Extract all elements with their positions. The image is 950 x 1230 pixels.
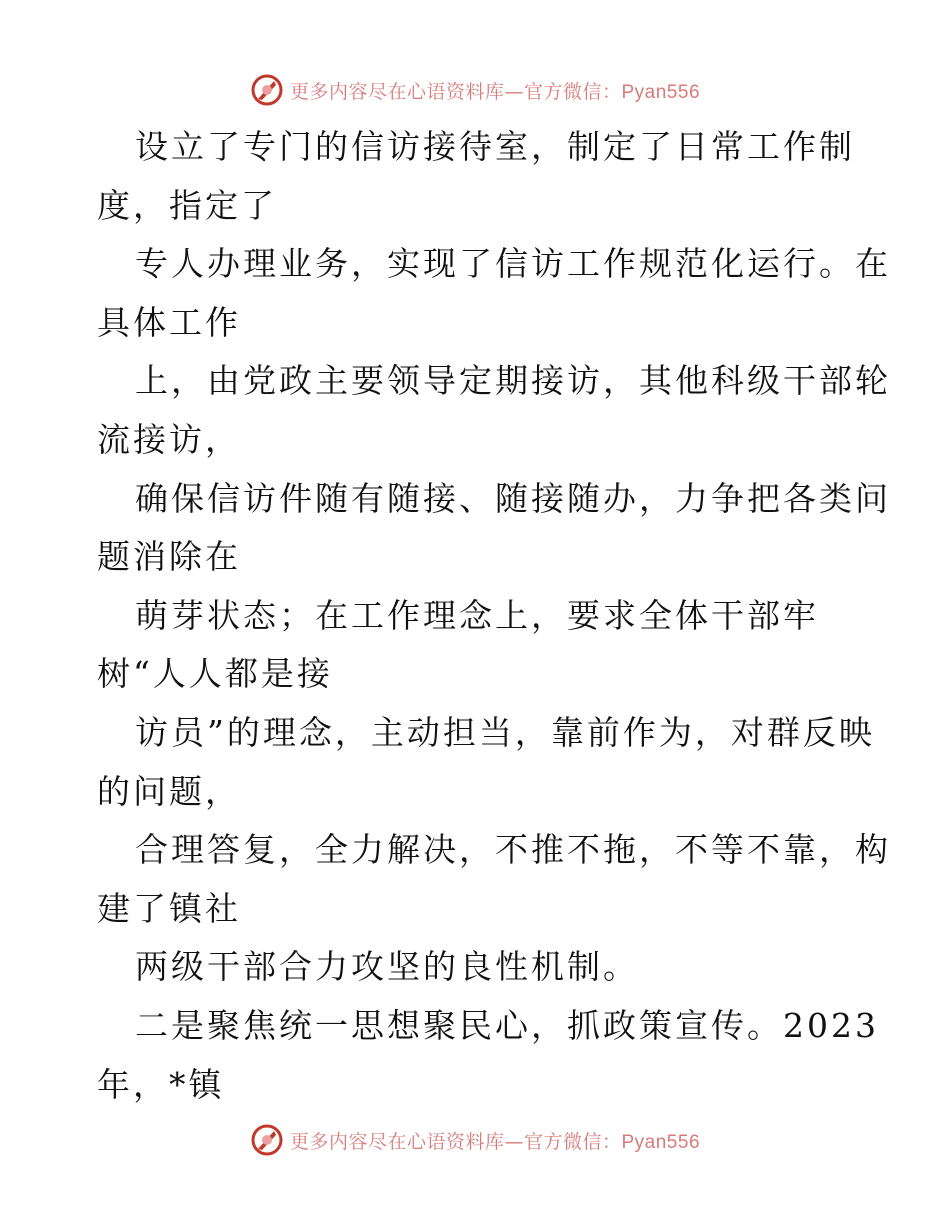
watermark-text xyxy=(290,1127,700,1154)
watermark-wechat-id: Pyan556 xyxy=(621,1131,701,1153)
paragraph-line: 设立了专门的信访接待室，制定了日常工作制 xyxy=(135,127,855,166)
paragraph-line: 访员”的理念，主动担当，靠前作为，对群反映 xyxy=(135,712,875,752)
paragraph-line: 年，*镇 xyxy=(97,1064,225,1104)
watermark-wechat-id: Pyan556 xyxy=(621,81,701,103)
paragraph-line: 萌芽状态；在工作理念上，要求全体干部牢 xyxy=(135,595,819,635)
paragraph-line: 题消除在 xyxy=(97,537,241,577)
quill-logo-icon xyxy=(250,73,284,107)
paragraph-line: 的问题， xyxy=(97,771,241,811)
paragraph-line: 合理答复，全力解决，不推不拖，不等不靠，构 xyxy=(135,830,891,870)
watermark-text-cn: 更多内容尽在心语资料库—官方微信： xyxy=(289,80,622,103)
watermark-text xyxy=(290,77,700,104)
paragraph-line: 度，指定了 xyxy=(97,185,277,225)
paragraph-line: 上，由党政主要领导定期接访，其他科级干部轮 xyxy=(135,361,891,401)
paragraph-line: 建了镇社 xyxy=(97,888,241,928)
footer-watermark xyxy=(0,1120,950,1160)
paragraph-line: 两级干部合力攻坚的良性机制。 xyxy=(135,947,639,987)
document-body xyxy=(97,118,891,1114)
watermark-text-cn: 更多内容尽在心语资料库—官方微信： xyxy=(289,1130,622,1153)
quill-logo-icon xyxy=(250,1123,284,1157)
paragraph-line: 二是聚焦统一思想聚民心，抓政策宣传。2023 xyxy=(135,1005,879,1045)
paragraph-line: 流接访， xyxy=(97,419,241,459)
paragraph-line: 具体工作 xyxy=(97,302,241,342)
paragraph-line: 专人办理业务，实现了信访工作规范化运行。在 xyxy=(135,244,891,284)
paragraph-line: 树“人人都是接 xyxy=(97,654,333,694)
paragraph-line: 确保信访件随有随接、随接随办，力争把各类问 xyxy=(135,478,891,518)
header-watermark xyxy=(0,70,950,110)
